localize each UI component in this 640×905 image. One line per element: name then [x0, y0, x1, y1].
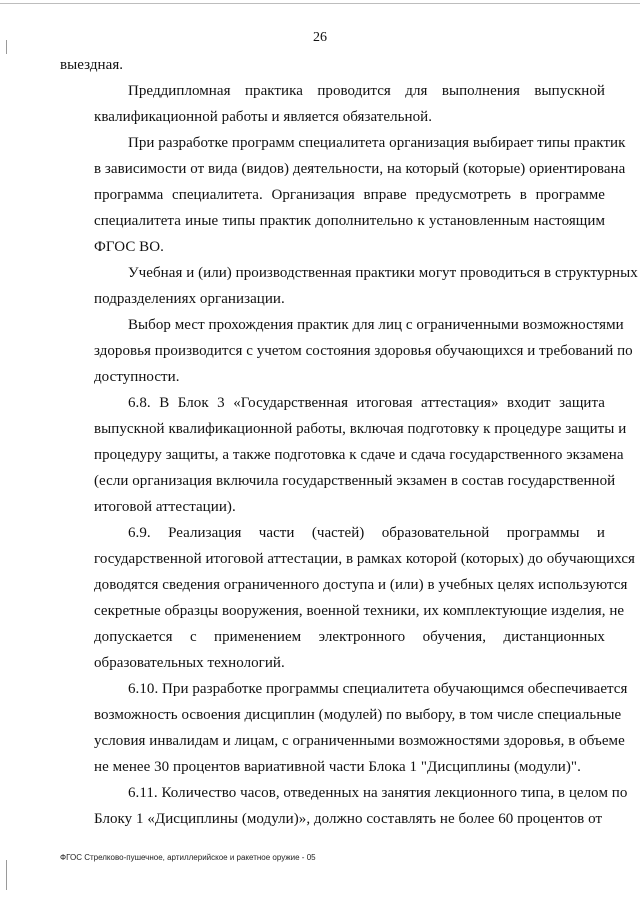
text-line: допускается с применением электронного обучения, дистанционных — [94, 629, 605, 645]
paragraph — [60, 676, 628, 780]
text-line: Выбор мест прохождения практик для лиц с ограниченными возможностями — [128, 317, 624, 333]
text-line: Учебная и (или) производственная практики могут проводиться в структурных — [128, 265, 638, 281]
text-line: образовательных технологий. — [94, 655, 285, 671]
document-body — [60, 52, 638, 832]
text-line: При разработке программ специалитета организация выбирает типы практик — [128, 135, 626, 151]
text-line: условия инвалидам и лицам, с ограниченными возможностями здоровья, в объеме — [94, 733, 625, 749]
paragraph — [60, 260, 638, 312]
text-line: доводятся сведения ограниченного доступа и (или) в учебных целях используются — [94, 577, 628, 593]
text-line: Блоку 1 «Дисциплины (модули)», должно составлять не более 60 процентов от — [94, 811, 603, 827]
text-line: не менее 30 процентов вариативной части Блока 1 "Дисциплины (модули)". — [94, 759, 581, 775]
text-line: 6.10. При разработке программы специалитета обучающимся обеспечивается — [128, 681, 628, 697]
text-line: специалитета иные типы практик дополнительно к установленным настоящим — [94, 213, 605, 229]
scan-top-edge — [0, 3, 640, 4]
text-line: здоровья производится с учетом состояния здоровья обучающихся и требований по — [94, 343, 633, 359]
text-line: 6.11. Количество часов, отведенных на занятия лекционного типа, в целом по — [128, 785, 628, 801]
text-line: выездная. — [60, 57, 124, 73]
text-line: итоговой аттестации). — [94, 499, 236, 515]
text-line: выпускной квалификационной работы, включая подготовку к процедуре защиты и — [94, 421, 627, 437]
text-line: возможность освоения дисциплин (модулей) по выбору, в том числе специальные — [94, 707, 622, 723]
text-line: Преддипломная практика проводится для выполнения выпускной — [128, 83, 605, 99]
text-line: секретные образцы вооружения, военной техники, их комплектующие изделия, не — [94, 603, 625, 619]
page-number: 26 — [313, 30, 327, 45]
text-line: государственной итоговой аттестации, в рамках которой (которых) до обучающихся — [94, 551, 635, 567]
paragraph — [60, 390, 627, 520]
paragraph — [60, 312, 633, 390]
paragraph — [60, 780, 628, 832]
text-line: процедуру защиты, а также подготовка к сдаче и сдача государственного экзамена — [94, 447, 624, 463]
text-line: программа специалитета. Организация вправе предусмотреть в программе — [94, 187, 605, 203]
text-line: 6.9. Реализация части (частей) образовательной программы и — [128, 525, 605, 541]
paragraph — [60, 78, 605, 130]
text-line: в зависимости от вида (видов) деятельности, на который (которые) ориентирована — [94, 161, 626, 177]
paragraph — [60, 520, 635, 676]
scan-edge-mark — [6, 860, 7, 890]
text-line: ФГОС ВО. — [94, 239, 164, 255]
text-line: подразделениях организации. — [94, 291, 285, 307]
text-line: (если организация включила государственный экзамен в состав государственной — [94, 473, 616, 489]
paragraph — [60, 130, 626, 260]
document-footer: ФГОС Стрелково-пушечное, артиллерийское и ракетное оружие - 05 — [60, 853, 316, 862]
text-line: квалификационной работы и является обязательной. — [94, 109, 433, 125]
paragraph — [60, 52, 605, 78]
text-line: 6.8. В Блок 3 «Государственная итоговая аттестация» входит защита — [128, 395, 605, 411]
text-line: доступности. — [94, 369, 180, 385]
